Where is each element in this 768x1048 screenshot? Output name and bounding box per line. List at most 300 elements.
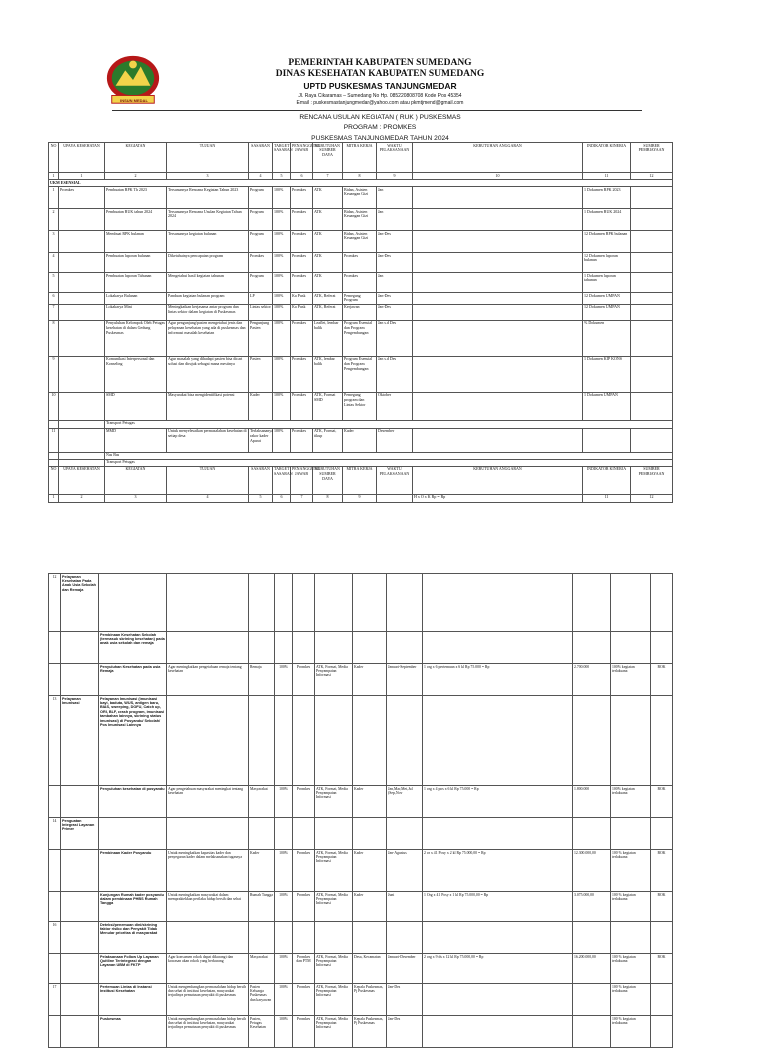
table-cell-waktu xyxy=(387,818,423,850)
table-cell-no xyxy=(49,632,61,664)
table-cell: 100% xyxy=(273,209,291,231)
table-cell xyxy=(413,187,583,209)
table-cell-upaya xyxy=(61,922,99,954)
table-cell xyxy=(631,231,673,253)
table-cell-pj xyxy=(293,818,315,850)
table-cell-sd xyxy=(315,818,353,850)
table-cell-anggaran xyxy=(423,922,573,954)
table-row xyxy=(49,428,673,452)
table-cell-mitra: Desa, Kecamatan xyxy=(353,954,387,984)
table-cell: Bidan, Asisten Keuangan Gizi xyxy=(343,209,377,231)
table-cell: Kader xyxy=(249,392,273,420)
table-cell-pj xyxy=(293,922,315,954)
table-cell: Pembuatan laporan Tahunan xyxy=(105,273,167,293)
table-cell: 4 xyxy=(49,253,59,273)
table-cell-total xyxy=(573,1016,611,1048)
table-cell-tujuan: Agar pengetahuan masyarakat meningkat tentang kesehatan xyxy=(167,786,249,818)
table-1-section-row xyxy=(49,180,673,187)
table-cell-upaya xyxy=(61,1016,99,1048)
table-cell-sasaran: Remaja xyxy=(249,664,275,696)
table-row xyxy=(49,293,673,305)
table-cell: 11 xyxy=(49,428,59,452)
table-cell-waktu: Jan-Agustus xyxy=(387,850,423,892)
table-1-number-cell: 2 xyxy=(105,173,167,180)
org-line-2: DINAS KESEHATAN KABUPATEN SUMEDANG xyxy=(275,69,485,79)
table-1-header-cell: KEBUTUHAN SUMBER DAYA xyxy=(313,143,343,173)
table-cell-total xyxy=(573,818,611,850)
table-row xyxy=(49,356,673,392)
table-row xyxy=(49,231,673,253)
table-cell: ATK, Format, tikup xyxy=(313,428,343,452)
table-cell xyxy=(413,253,583,273)
table-cell: Jan-Des xyxy=(377,231,413,253)
note-row xyxy=(49,420,673,428)
table-row xyxy=(49,574,673,632)
table-cell xyxy=(631,392,673,420)
table-cell-indikator xyxy=(611,696,651,786)
table-cell: Program Esensial dan Program Pengembangan xyxy=(343,320,377,356)
ruk-table-2 xyxy=(48,573,673,1048)
table-cell-sasaran: Pasien Keluarga Puskesmas dan karyawan xyxy=(249,984,275,1016)
table-cell-waktu xyxy=(387,696,423,786)
table-cell-kegiatan: Penyuluhan kesehatan di posyandu xyxy=(99,786,167,818)
table-cell: 100% xyxy=(273,356,291,392)
footer-number: 6 xyxy=(273,494,291,502)
table-cell xyxy=(413,273,583,293)
table-cell: ATK, lembar balik xyxy=(313,356,343,392)
table-cell-no: 16 xyxy=(49,922,61,954)
table-cell-tujuan xyxy=(167,696,249,786)
table-cell: Program xyxy=(249,231,273,253)
table-cell: Membuat RPK bulanan xyxy=(105,231,167,253)
table-cell: ATK xyxy=(313,231,343,253)
table-cell-total: 16.200.000,00 xyxy=(573,954,611,984)
table-cell-total xyxy=(573,632,611,664)
table-cell-sumber xyxy=(651,922,673,954)
table-cell: 100% xyxy=(273,392,291,420)
table-1-number-cell: 12 xyxy=(631,173,673,180)
table-cell: Jan xyxy=(377,273,413,293)
table-cell-sd xyxy=(315,922,353,954)
table-cell: 100% xyxy=(273,293,291,305)
table-row xyxy=(49,954,673,984)
table-cell-no: 14 xyxy=(49,818,61,850)
table-cell-anggaran xyxy=(423,632,573,664)
table-row xyxy=(49,984,673,1016)
table-cell-pj: Promkes xyxy=(293,786,315,818)
table-cell: Promkes xyxy=(291,356,313,392)
table-cell-waktu: Juni xyxy=(387,892,423,922)
note-row xyxy=(49,452,673,459)
table-cell-target: 100% xyxy=(275,1016,293,1048)
table-cell: 6 xyxy=(49,293,59,305)
footer-number: 4 xyxy=(167,494,249,502)
table-cell-indikator: 100% kegiatan terlaksana xyxy=(611,786,651,818)
table-cell-total xyxy=(573,984,611,1016)
table-cell-target xyxy=(275,696,293,786)
table-cell-tujuan: Agar konsumen rokok dapat dikurangi dan kawasan akan rokok yang berkurang xyxy=(167,954,249,984)
email: Email : puskesmastanjungmedar@yahoo.com atau pkmtjmend@gmail.com xyxy=(296,100,464,106)
table-cell: Lintas sektor xyxy=(249,304,273,320)
table-cell: Lokakarya Bulanan xyxy=(105,293,167,305)
table-1-header-row xyxy=(49,143,673,173)
table-cell xyxy=(631,187,673,209)
table-1-number-cell: 11 xyxy=(583,173,631,180)
table-cell-tujuan: Untuk mengembangkan permasalahan hidup bersih dan sehat di institusi kesehatan, masyarakat terjadinya pemutusan penyakit di puskesmas xyxy=(167,1016,249,1048)
table-cell: 3 xyxy=(49,231,59,253)
table-cell-tujuan xyxy=(167,818,249,850)
footer-number: 1 xyxy=(49,494,59,502)
table-cell-anggaran: 1 org x 6 pertemuan x 6 kl Rp 75.000 = Rp xyxy=(423,664,573,696)
table-cell-anggaran xyxy=(423,818,573,850)
footer-number: 12 xyxy=(631,494,673,502)
table-cell: Jan xyxy=(377,187,413,209)
table-cell-waktu: Januari-Desember xyxy=(387,954,423,984)
table-cell: Diketahuinya pencapaian program xyxy=(167,253,249,273)
table-cell-no xyxy=(49,786,61,818)
table-cell-waktu: Jan-Des xyxy=(387,1016,423,1048)
table-cell-anggaran xyxy=(423,696,573,786)
table-cell xyxy=(59,320,105,356)
table-cell-upaya xyxy=(61,954,99,984)
footer-number: 2 xyxy=(59,494,105,502)
table-1-header-cell: SUMBER PEMBIAYAAN xyxy=(631,143,673,173)
table-cell: Untuk menyelesaikan permasalahan kesehatan di setiap desa xyxy=(167,428,249,452)
table-cell-pj: Promkes xyxy=(293,664,315,696)
table-cell: ATK, Referat xyxy=(313,293,343,305)
table-cell-anggaran: 2 or x 41 Posy x 2 kl Rp 75.000,00 = Rp xyxy=(423,850,573,892)
table-cell: 100% xyxy=(273,320,291,356)
table-cell-tujuan xyxy=(167,574,249,632)
table-1-number-cell: 1 xyxy=(59,173,105,180)
table-cell-kegiatan: Puskesmas xyxy=(99,1016,167,1048)
table-cell-sumber xyxy=(651,984,673,1016)
table-cell-sd: ATK, Format, Media Penyampaian Informasi xyxy=(315,664,353,696)
table-1-header-cell: SUMBER PEMBIAYAAN xyxy=(631,466,673,494)
table-cell-anggaran: 2 org x 9 ds x 12 kl Rp 75.000,00 = Rp xyxy=(423,954,573,984)
table-cell-mitra: Kepala Puskesmas, Pj Puskesmas xyxy=(353,984,387,1016)
table-cell xyxy=(631,304,673,320)
table-cell-kegiatan xyxy=(99,818,167,850)
table-cell: Agar masalah yang dihadapi pasien bisa dicari solusi dan dirujuk sebagai mana mestinya xyxy=(167,356,249,392)
table-cell-upaya: Pelayanan Imunisasi xyxy=(61,696,99,786)
table-1-number-cell: 8 xyxy=(343,173,377,180)
table-row xyxy=(49,320,673,356)
table-cell: Pengunjung Pasien xyxy=(249,320,273,356)
logo-caption: INSUN MEDAL xyxy=(120,98,148,103)
table-cell: Ka Pusk xyxy=(291,293,313,305)
table-cell: Pemegang program dan Lintas Sektor xyxy=(343,392,377,420)
section-label: UKM ESENSIAL xyxy=(49,180,673,187)
table-row xyxy=(49,304,673,320)
table-1-header-cell: NO xyxy=(49,466,59,494)
table-1-header-cell: KEBUTUHAN SUMBER DAYA xyxy=(313,466,343,494)
table-cell xyxy=(413,356,583,392)
table-cell-waktu xyxy=(387,922,423,954)
table-row xyxy=(49,922,673,954)
table-cell-upaya: Penguatan Integrasi Layanan Primer xyxy=(61,818,99,850)
table-cell xyxy=(413,304,583,320)
note-blank xyxy=(59,459,105,466)
ruk-table-1 xyxy=(48,142,673,503)
table-cell: Jan-Des xyxy=(377,293,413,305)
table-cell: Promkes xyxy=(291,187,313,209)
table-cell-waktu: Jan,Mar,Mei,Jul (Sep,Nov xyxy=(387,786,423,818)
table-cell: 2 xyxy=(49,209,59,231)
footer-number: 9 xyxy=(343,494,377,502)
table-cell: Promkes xyxy=(291,320,313,356)
table-cell-total: 12.300.000,00 xyxy=(573,850,611,892)
table-cell-pj xyxy=(293,574,315,632)
table-cell-anggaran: 1 org x 4 pos x 6 kl Rp 75.000 = Rp xyxy=(423,786,573,818)
note-text: Nas Bas xyxy=(105,452,673,459)
table-cell-no xyxy=(49,954,61,984)
note-row xyxy=(49,459,673,466)
footer-budget-formula: H x O x K Rp = Rp xyxy=(413,494,583,502)
table-cell-waktu: Januari-September xyxy=(387,664,423,696)
table-cell-waktu: Jan-Des xyxy=(387,984,423,1016)
footer-number: 11 xyxy=(583,494,631,502)
table-cell: Pasien xyxy=(249,356,273,392)
table-cell-kegiatan: Pelaksanaan Follow Up Layanan Quitline Terintegrasi dengan Layanan UBM di FKTP xyxy=(99,954,167,984)
table-cell-indikator: 100 % kegiatan terlaksana xyxy=(611,984,651,1016)
table-cell: 5 xyxy=(49,273,59,293)
table-cell-sd: ATK, Format, Media Penyampaian Informasi xyxy=(315,786,353,818)
table-cell-kegiatan: Pertemuan Lintas di Instansi Institusi Kesehatan xyxy=(99,984,167,1016)
table-cell-sd: ATK, Format, Media Penyampaian Informasi xyxy=(315,984,353,1016)
table-cell-sumber xyxy=(651,818,673,850)
table-cell: Program Esensial dan Program Pengembangan xyxy=(343,356,377,392)
table-cell-sasaran xyxy=(249,574,275,632)
table-1-number-row xyxy=(49,173,673,180)
table-cell-anggaran xyxy=(423,1016,573,1048)
table-cell-sd xyxy=(315,696,353,786)
footer-blank xyxy=(377,494,413,502)
table-cell: 8 xyxy=(49,320,59,356)
table-cell: Pembuatan RPK Th 2023 xyxy=(105,187,167,209)
note-blank xyxy=(59,420,105,428)
org-line-1: PEMERINTAH KABUPATEN SUMEDANG xyxy=(288,58,472,68)
table-cell-no: 13 xyxy=(49,696,61,786)
table-cell: ATK, Referat xyxy=(313,304,343,320)
table-cell: Jan s.d Des xyxy=(377,320,413,356)
table-cell-no xyxy=(49,664,61,696)
table-cell: 12 Dokumen laporan bulanan xyxy=(583,253,631,273)
table-cell-target: 100% xyxy=(275,664,293,696)
table-cell: 7 xyxy=(49,304,59,320)
table-cell: ATK xyxy=(313,187,343,209)
table-cell: Promkes xyxy=(343,273,377,293)
table-cell: Promkes xyxy=(59,187,105,209)
table-cell: Promkes xyxy=(291,253,313,273)
table-cell: Agar pengunjung/pasien mengetahui jenis dan pelayanan kesehatan yang ada di puskesmas dan informasi masalah kesehatan xyxy=(167,320,249,356)
table-cell-sumber: BOK xyxy=(651,892,673,922)
table-cell-mitra: Kader xyxy=(353,892,387,922)
table-cell-tujuan: Untuk mengembangkan permasalahan hidup bersih dan sehat di institusi kesehatan, masyarakat terjadinya pemutusan penyakit di puskesmas xyxy=(167,984,249,1016)
table-cell: Jan-Des xyxy=(377,304,413,320)
footer-number: 7 xyxy=(291,494,313,502)
table-cell-kegiatan xyxy=(99,574,167,632)
table-cell-tujuan: Untuk meningkatkan kapasitas kader dan penyegaran kader dalam melaksanakan tugasnya xyxy=(167,850,249,892)
table-cell-total xyxy=(573,922,611,954)
table-cell xyxy=(631,428,673,452)
doc-title-1: RENCANA USULAN KEGIATAN ( RUK ) PUSKESMAS xyxy=(299,114,461,121)
table-cell: 1 Dokumen RUK 2024 xyxy=(583,209,631,231)
table-cell-mitra xyxy=(353,574,387,632)
table-1-header-cell: KEGIATAN xyxy=(105,143,167,173)
table-1-header-cell: KEBUTUHAN ANGGARAN xyxy=(413,466,583,494)
note-blank xyxy=(49,459,59,466)
table-cell-sumber xyxy=(651,1016,673,1048)
table-1-number-cell: 6 xyxy=(291,173,313,180)
table-cell-no: 12 xyxy=(49,574,61,632)
table-cell: Promkes xyxy=(291,428,313,452)
table-cell xyxy=(583,428,631,452)
table-cell-sd xyxy=(315,574,353,632)
table-1-header-cell: TARGET SASARAN xyxy=(273,143,291,173)
table-cell xyxy=(59,209,105,231)
table-1-header-cell: NO xyxy=(49,143,59,173)
table-1-header-cell: MITRA KERJA xyxy=(343,466,377,494)
table-cell-kegiatan: Deteksi/penemuan dini/skrining faktor risiko dan Penyakit Tidak Menular prioritas di masyarakat xyxy=(99,922,167,954)
table-cell xyxy=(631,209,673,231)
table-1-repeat-header-row xyxy=(49,466,673,494)
table-cell-mitra xyxy=(353,632,387,664)
address: Jl. Raya Cikaramas – Sumedang No Hp. 085220808708 Kode Pos 45354 xyxy=(298,93,462,99)
table-cell: Jan-Des xyxy=(377,253,413,273)
doc-title-2: PROGRAM : PROMKES xyxy=(343,124,417,131)
table-cell: ATK xyxy=(313,253,343,273)
table-cell: Ka Pusk xyxy=(291,304,313,320)
table-cell: Lokakarya Mini xyxy=(105,304,167,320)
table-cell: 12 Dokumen UMPAN xyxy=(583,304,631,320)
table-cell-pj: Promkes xyxy=(293,984,315,1016)
table-cell-mitra xyxy=(353,818,387,850)
table-cell-kegiatan: Pembinaan Kesehatan Sekolah (termasuk skrining kesehatan) pada anak usia sekolah dan remaja xyxy=(99,632,167,664)
table-cell xyxy=(413,428,583,452)
table-cell-sumber xyxy=(651,696,673,786)
table-cell: 100% xyxy=(273,187,291,209)
table-1-number-cell: 7 xyxy=(313,173,343,180)
table-cell: Komunikasi Interpersonal dan Konseling xyxy=(105,356,167,392)
table-cell: Kerjawan xyxy=(343,304,377,320)
table-cell-sasaran xyxy=(249,632,275,664)
table-cell-mitra xyxy=(353,696,387,786)
table-cell xyxy=(59,428,105,452)
table-cell: 1 Dokumen UMPAN xyxy=(583,392,631,420)
table-cell-upaya xyxy=(61,850,99,892)
table-row xyxy=(49,850,673,892)
table-cell-indikator: 100 % kegiatan terlaksana xyxy=(611,954,651,984)
table-cell-pj: Promkes xyxy=(293,892,315,922)
table-cell-kegiatan: Penyuluhan Kesehatan pada usia Remaja xyxy=(99,664,167,696)
table-cell-tujuan xyxy=(167,632,249,664)
table-cell-sd: ATK, Format, Media Penyampaian Informasi xyxy=(315,892,353,922)
table-cell: Promkes xyxy=(291,231,313,253)
table-cell xyxy=(631,293,673,305)
table-cell: Tersusunnya Rencana Kegiatan Tahun 2023 xyxy=(167,187,249,209)
table-row xyxy=(49,392,673,420)
table-1-header-cell: INDIKATOR KINERJA xyxy=(583,143,631,173)
table-cell: Promkes xyxy=(291,392,313,420)
table-cell-anggaran xyxy=(423,574,573,632)
table-cell-indikator xyxy=(611,632,651,664)
table-cell-waktu xyxy=(387,632,423,664)
org-line-3: UPTD PUSKESMAS TANJUNGMEDAR xyxy=(303,81,457,91)
table-cell-kegiatan: Pelayanan Imunisasi (imunisasi bayi, baduta, WUS, antigen baru, BIAS, sweeping, DOFU, Catch up, ORI, BLF, crash program, imunisasi tambahan lainnya, skrining status imunisasi) di Posyandu/ Sekolah/ Pos Imunisasi Lainnya xyxy=(99,696,167,786)
table-1-header-cell: WAKTU PELAKSANAAN xyxy=(377,466,413,494)
table-cell-target: 100% xyxy=(275,786,293,818)
table-cell: Masyarakat bisa mengidentifikasi potensi xyxy=(167,392,249,420)
table-cell-anggaran: 1 Org x 41 Posy x 1 kl Rp 75.000,00 = Rp xyxy=(423,892,573,922)
footer-number: 3 xyxy=(105,494,167,502)
table-cell-mitra: Kader xyxy=(353,786,387,818)
table-cell-pj: Promkes xyxy=(293,850,315,892)
table-cell xyxy=(631,273,673,293)
table-1-header-cell: MITRA KERJA xyxy=(343,143,377,173)
table-row xyxy=(49,664,673,696)
table-row xyxy=(49,209,673,231)
table-cell xyxy=(59,304,105,320)
table-cell-sasaran: Pasien, Petugas Kesehatan xyxy=(249,1016,275,1048)
table-cell: Program xyxy=(249,187,273,209)
table-cell-mitra: Kepala Puskesmas, Pj Puskesmas xyxy=(353,1016,387,1048)
table-cell-tujuan: Agar meningkatkan pengetahuan remaja tentang kesehatan xyxy=(167,664,249,696)
table-cell xyxy=(59,273,105,293)
table-cell-pj xyxy=(293,632,315,664)
table-1-header-cell: TUJUAN xyxy=(167,466,249,494)
table-cell: Terlaksananya rakor kader Aparat xyxy=(249,428,273,452)
table-cell: 12 Dokumen RPK bulanan xyxy=(583,231,631,253)
table-cell-mitra: Kader xyxy=(353,664,387,696)
table-cell-sasaran: Kader xyxy=(249,850,275,892)
table-cell-upaya xyxy=(61,632,99,664)
table-row xyxy=(49,632,673,664)
table-cell-anggaran xyxy=(423,984,573,1016)
table-cell-total xyxy=(573,574,611,632)
table-1-header-cell: INDIKATOR KINERJA xyxy=(583,466,631,494)
table-1-header-cell: SASARAN xyxy=(249,466,273,494)
table-cell-target: 100% xyxy=(275,850,293,892)
table-cell xyxy=(59,356,105,392)
table-cell-tujuan xyxy=(167,922,249,954)
table-cell-pj xyxy=(293,696,315,786)
table-cell-indikator: 100% kegiatan terlaksana xyxy=(611,664,651,696)
table-cell xyxy=(413,231,583,253)
table-cell: Oktober xyxy=(377,392,413,420)
table-cell: 100% xyxy=(273,273,291,293)
table-1-header-cell: KEGIATAN xyxy=(105,466,167,494)
table-cell-kegiatan: Kunjungan Rumah kader posyandu dalam pembinaan PHBS Rumah Tangga xyxy=(99,892,167,922)
table-cell-upaya xyxy=(61,892,99,922)
table-row xyxy=(49,786,673,818)
table-cell-target: 100% xyxy=(275,984,293,1016)
table-cell-sd: ATK, Format, Media Penyampaian Informasi xyxy=(315,954,353,984)
table-cell: Panduan kegiatan bulanan program xyxy=(167,293,249,305)
table-1-number-cell: 9 xyxy=(377,173,413,180)
table-1-number-cell: 3 xyxy=(167,173,249,180)
table-cell-sasaran xyxy=(249,696,275,786)
doc-title-3: PUSKESMAS TANJUNGMEDAR TAHUN 2024 xyxy=(311,135,449,142)
table-cell-upaya xyxy=(61,786,99,818)
footer-number: 5 xyxy=(249,494,273,502)
table-cell-total: 2.700.000 xyxy=(573,664,611,696)
table-cell: 100% xyxy=(273,253,291,273)
table-cell-sd: ATK, Format, Media Penyampaian Informasi xyxy=(315,850,353,892)
table-cell: % Dokumen xyxy=(583,320,631,356)
table-cell-sumber: BOK xyxy=(651,664,673,696)
table-cell xyxy=(631,356,673,392)
